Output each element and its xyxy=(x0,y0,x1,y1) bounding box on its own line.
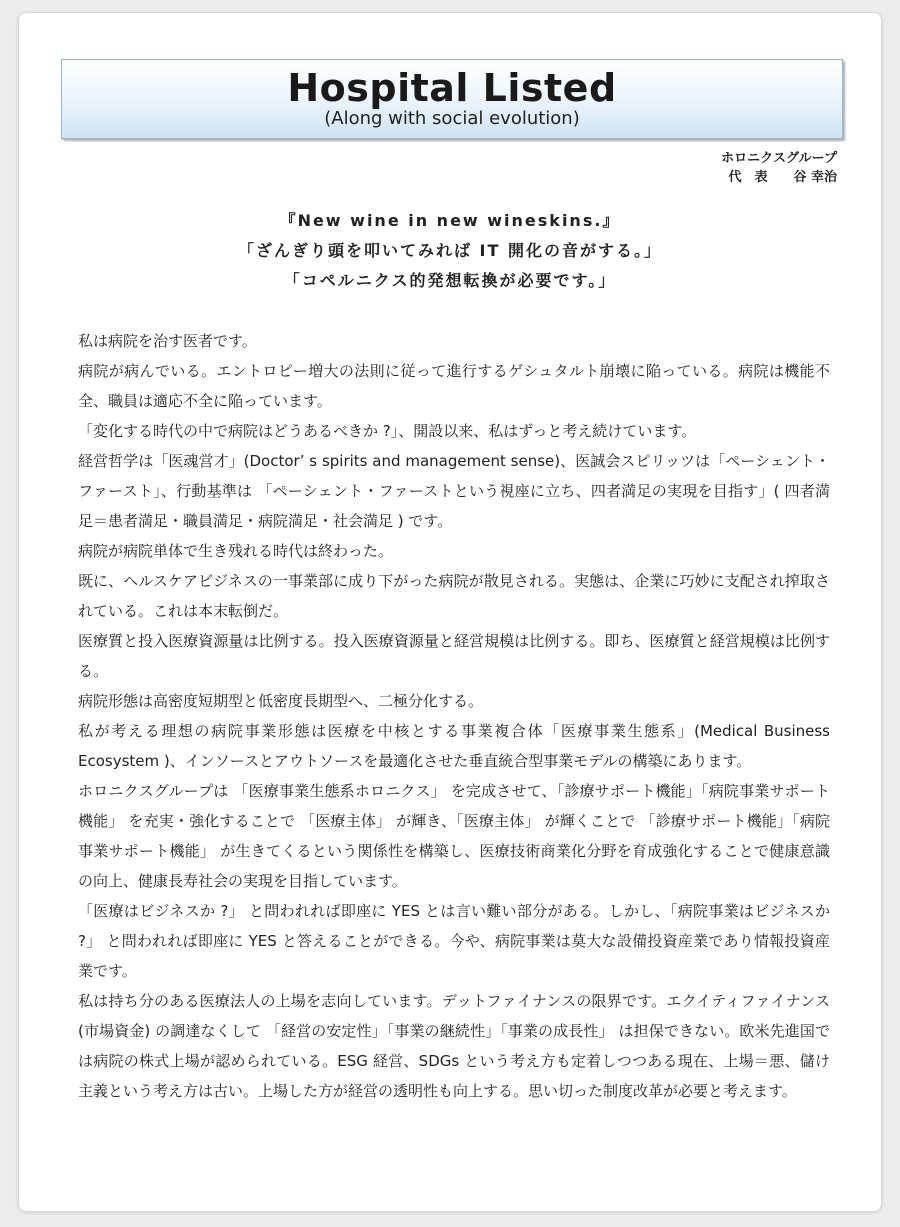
document-card xyxy=(18,12,882,1212)
body-paragraph: 私は病院を治す医者です。 xyxy=(78,332,257,350)
title-banner xyxy=(61,59,843,139)
body-paragraph: 私は持ち分のある医療法人の上場を志向しています。デットファイナンスの限界です。エクイティファイナンス (市場資金) の調達なくして 「経営の安定性」「事業の継続性」「事業の成長性」 は担保できない。欧米先進国では病院の株式上場が認められている。ESG 経営、SDGs という考え方も定着しつつある現在、上場＝悪、儲け主義という考え方は古い。上場した方が経営の透明性も向上する。思い切った制度改革が必要と考えます。 xyxy=(78,992,830,1100)
author-role-name: 代 表 谷 幸治 xyxy=(728,170,837,185)
body-text xyxy=(78,326,830,1106)
motto-line: 「ざんぎり頭を叩いてみれば IT 開化の音がする。」 xyxy=(237,241,662,260)
motto-line: 『New wine in new wineskins.』 xyxy=(279,211,621,230)
body-paragraph: 病院形態は高密度短期型と低密度長期型へ、二極分化する。 xyxy=(78,692,484,710)
body-paragraph: ホロニクスグループは 「医療事業生態系ホロニクス」 を完成させて、「診療サポート機能」「病院事業サポート機能」 を充実・強化することで 「医療主体」 が輝き、「医療主体」 が輝くことで 「診療サポート機能」「病院事業サポート機能」 が生きてくるという関係性を構築し、医療技術商業化分野を育成強化することで健康意識の向上、健康長寿社会の実現を目指しています。 xyxy=(78,782,830,890)
motto-line: 「コペルニクス的発想転換が必要です。」 xyxy=(283,271,617,290)
body-paragraph: 「変化する時代の中で病院はどうあるべきか ?」、開設以来、私はずっと考え続けています。 xyxy=(78,422,697,440)
page-subtitle: (Along with social evolution) xyxy=(324,108,580,129)
body-paragraph: 既に、ヘルスケアビジネスの一事業部に成り下がった病院が散見される。実態は、企業に巧妙に支配され搾取されている。これは本末転倒だ。 xyxy=(78,572,830,620)
body-paragraph: 私が考える理想の病院事業形態は医療を中核とする事業複合体「医療事業生態系」(Medical Business Ecosystem )、インソースとアウトソースを最適化させた垂直統合型事業モデルの構築にあります。 xyxy=(78,722,830,770)
author-block xyxy=(721,149,837,187)
body-paragraph: 病院が病院単体で生き残れる時代は終わった。 xyxy=(78,542,393,560)
body-paragraph: 経営哲学は「医魂営才」(Doctor’ s spirits and management sense)、医誠会スピリッツは「ペーシェント・ファースト」、行動基準は 「ペーシェント・ファーストという視座に立ち、四者満足の実現を目指す」( 四者満足＝患者満足・職員満足・病院満足・社会満足 ) です。 xyxy=(78,452,830,530)
body-paragraph: 病院が病んでいる。エントロピー増大の法則に従って進行するゲシュタルト崩壊に陥っている。病院は機能不全、職員は適応不全に陥っています。 xyxy=(78,362,830,410)
body-paragraph: 医療質と投入医療資源量は比例する。投入医療資源量と経営規模は比例する。即ち、医療質と経営規模は比例する。 xyxy=(78,632,830,680)
motto-list xyxy=(19,206,881,296)
page-title: Hospital Listed xyxy=(287,66,617,110)
body-paragraph: 「医療はビジネスか ?」 と問われれば即座に YES とは言い難い部分がある。しかし、「病院事業はビジネスか ?」 と問われれば即座に YES と答えることができる。今や、病院事業は莫大な設備投資産業であり情報投資産業です。 xyxy=(78,902,830,980)
author-group: ホロニクスグループ xyxy=(721,151,837,166)
